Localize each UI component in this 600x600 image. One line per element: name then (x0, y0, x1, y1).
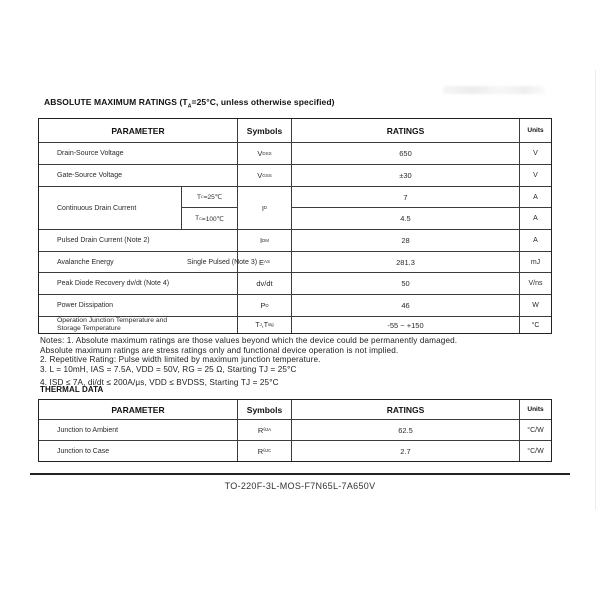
param-cell: Drain-Source Voltage (39, 143, 237, 164)
unit-cell: V/ns (520, 273, 551, 294)
unit-cell: mJ (520, 252, 551, 272)
amr-header-units: Units (520, 119, 551, 142)
amr-header-ratings: RATINGS (292, 119, 519, 142)
unit-cell: W (520, 295, 551, 316)
rating-cell: 46 (292, 295, 519, 316)
param-cell: Peak Diode Recovery dv/dt (Note 4) (39, 273, 237, 294)
symbol-cell: dv/dt (238, 273, 291, 294)
symbol-cell: I D (238, 187, 291, 229)
thermal-header-parameter: PARAMETER (39, 400, 237, 419)
scan-artifact (443, 86, 545, 94)
unit-cell: °C/W (520, 420, 551, 440)
note-line: 2. Repetitive Rating: Pulse width limited by maximum junction temperature. (40, 355, 321, 365)
rating-cell: 7 (292, 187, 519, 207)
unit-cell: A (520, 187, 551, 207)
rating-cell: 281.3 (292, 252, 519, 272)
param-text: Avalanche Energy (57, 258, 114, 266)
unit-cell: °C/W (520, 441, 551, 461)
absolute-maximum-ratings-table (38, 118, 552, 334)
amr-header-parameter: PARAMETER (39, 119, 237, 142)
symbol-cell: T J , T stg (238, 317, 291, 333)
condition-cell: T C =25℃ (182, 187, 237, 207)
param-line1: Operation Junction Temperature and (57, 317, 168, 325)
thermal-data-table (38, 399, 552, 462)
page-edge-line (595, 70, 596, 510)
param-cell (39, 252, 258, 272)
thermal-header-ratings: RATINGS (292, 400, 519, 419)
param-subtext: Single Pulsed (Note 3) (187, 258, 258, 266)
rating-cell: ±30 (292, 165, 519, 186)
unit-cell: V (520, 143, 551, 164)
thermal-header-symbols: Symbols (238, 400, 291, 419)
param-cell: Junction to Ambient (39, 420, 237, 440)
unit-cell: A (520, 230, 551, 251)
note-line: Notes: 1. Absolute maximum ratings are those values beyond which the device could be permanently damaged. (40, 336, 458, 345)
symbol-cell: V DSS (238, 143, 291, 164)
symbol-cell: V GSS (238, 165, 291, 186)
param-cell: Power Dissipation (39, 295, 237, 316)
thermal-data-heading: THERMAL DATA (40, 385, 104, 394)
symbol-cell: R θJC (238, 441, 291, 461)
page-title: ABSOLUTE MAXIMUM RATINGS ($T_A=25^\circ C$, unless otherwise specified) (44, 97, 335, 110)
param-cell: Gate-Source Voltage (39, 165, 237, 186)
note-line: 3. L = 10mH, IAS = 7.5A, VDD = 50V, RG = 25 Ω, Starting TJ = 25°C (40, 365, 297, 375)
rating-cell: 4.5 (292, 208, 519, 229)
unit-cell: A (520, 208, 551, 229)
param-cell (39, 317, 237, 333)
rating-cell: 28 (292, 230, 519, 251)
param-cell: Junction to Case (39, 441, 237, 461)
amr-header-symbols: Symbols (238, 119, 291, 142)
rating-cell: 62.5 (292, 420, 519, 440)
param-cell: Continuous Drain Current (39, 187, 181, 229)
symbol-cell: I DM (238, 230, 291, 251)
rating-cell: 650 (292, 143, 519, 164)
symbol-cell: R θJA (238, 420, 291, 440)
note-line: 4. ISD ≤ 7A, di/dt ≤ 200A/μs, VDD ≤ BVDSS, Starting TJ = 25°C (40, 377, 279, 387)
unit-cell: °C (520, 317, 551, 333)
param-line2: Storage Temperature (57, 325, 121, 332)
condition-cell: T C =100℃ (182, 208, 237, 229)
footer-rule (30, 473, 570, 475)
rating-cell: 2.7 (292, 441, 519, 461)
notes-block (40, 336, 570, 388)
symbol-cell: P D (238, 295, 291, 316)
thermal-header-units: Units (520, 400, 551, 419)
param-cell: Pulsed Drain Current (Note 2) (39, 230, 237, 251)
symbol-cell: E AS (238, 252, 291, 272)
unit-cell: V (520, 165, 551, 186)
rating-cell: 50 (292, 273, 519, 294)
rating-cell: -55 ~ +150 (292, 317, 519, 333)
footer-part-number: TO-220F-3L-MOS-F7N65L-7A650V (224, 481, 376, 491)
note-line: Absolute maximum ratings are stress ratings only and functional device operation is not implied. (40, 345, 399, 355)
